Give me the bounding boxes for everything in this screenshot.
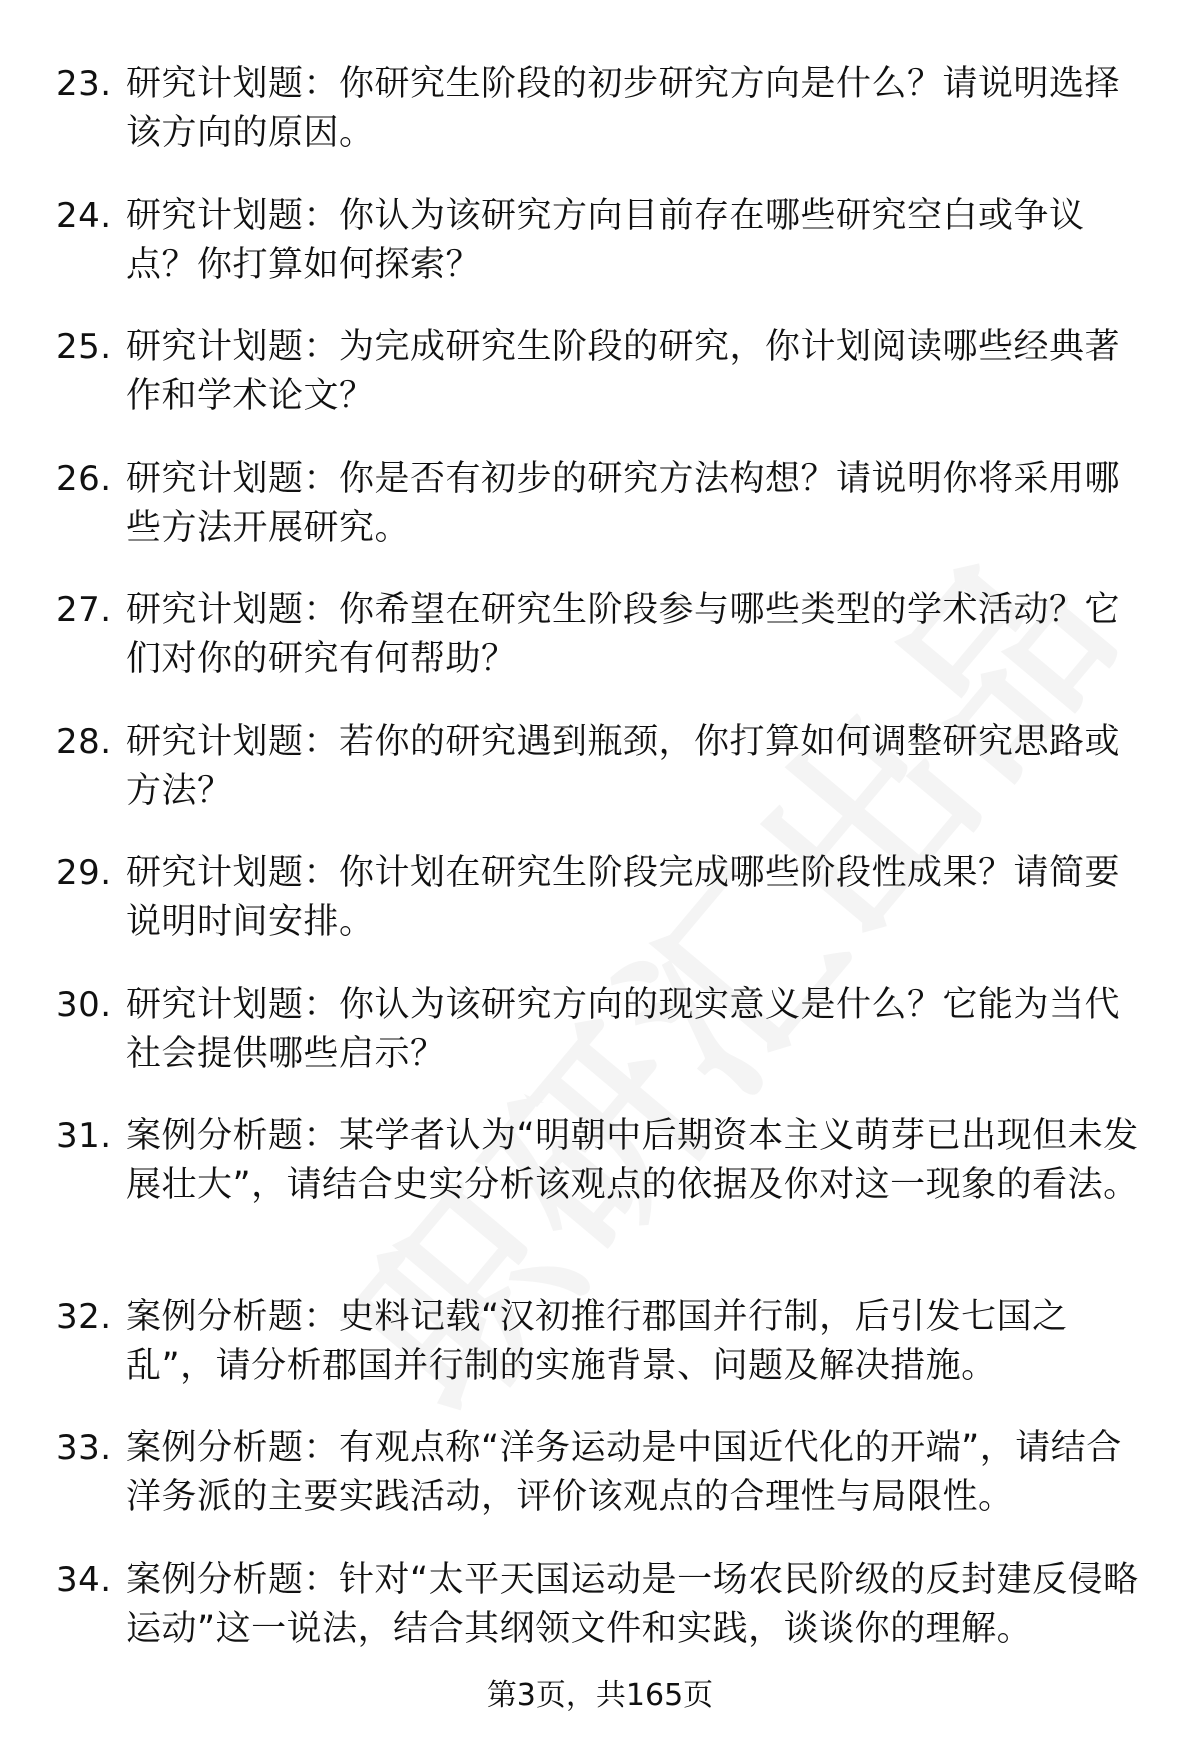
question-text: 研究计划题：若你的研究遇到瓶颈，你打算如何调整研究思路或方法？ (126, 721, 1121, 811)
question-number: 25. (56, 327, 112, 367)
list-item (56, 1293, 1146, 1391)
question-text: 研究计划题：你认为该研究方向目前存在哪些研究空白或争议点？你打算如何探索？ (126, 195, 1085, 285)
question-number: 26. (56, 458, 112, 499)
list-item (56, 60, 1146, 158)
question-text: 案例分析题：有观点称“洋务运动是中国近代化的开端”，请结合洋务派的主要实践活动，评价该观点的合理性与局限性。 (126, 1428, 1122, 1517)
list-item (56, 1424, 1146, 1522)
list-item (56, 455, 1146, 553)
list-item (56, 718, 1146, 816)
question-text: 研究计划题：为完成研究生阶段的研究，你计划阅读哪些经典著作和学术论文？ (126, 327, 1121, 416)
list-item (56, 192, 1146, 290)
question-number: 29. (56, 853, 112, 893)
page-indicator: 第3页，共165页 (486, 1678, 714, 1713)
question-number: 23. (56, 64, 112, 104)
question-text: 案例分析题：史料记载“汉初推行郡国并行制，后引发七国之乱”，请分析郡国并行制的实施背景、问题及解决措施。 (126, 1296, 1068, 1386)
question-text: 研究计划题：你研究生阶段的初步研究方向是什么？请说明选择该方向的原因。 (126, 64, 1121, 153)
list-item (56, 1112, 1146, 1259)
list-item (56, 1556, 1146, 1654)
question-text: 案例分析题：针对“太平天国运动是一场农民阶级的反封建反侵略运动”这一说法，结合其纲领文件和实践，谈谈你的理解。 (126, 1559, 1139, 1649)
list-item (56, 981, 1146, 1079)
question-number: 34. (56, 1559, 112, 1600)
question-text: 研究计划题：你计划在研究生阶段完成哪些阶段性成果？请简要说明时间安排。 (126, 853, 1121, 942)
question-number: 24. (56, 195, 112, 236)
list-item (56, 323, 1146, 421)
question-text: 研究计划题：你认为该研究方向的现实意义是什么？它能为当代社会提供哪些启示？ (126, 984, 1121, 1074)
question-number: 33. (56, 1428, 112, 1468)
question-number: 28. (56, 721, 112, 762)
question-number: 32. (56, 1296, 112, 1337)
question-text: 研究计划题：你希望在研究生阶段参与哪些类型的学术活动？它们对你的研究有何帮助？ (126, 590, 1121, 679)
list-item (56, 849, 1146, 947)
question-number: 30. (56, 984, 112, 1025)
question-text: 案例分析题：某学者认为“明朝中后期资本主义萌芽已出现但未发展壮大”，请结合史实分析该观点的依据及你对这一现象的看法。 (126, 1116, 1139, 1205)
question-list (56, 60, 1146, 1687)
question-number: 27. (56, 590, 112, 630)
list-item (56, 586, 1146, 684)
question-number: 31. (56, 1116, 112, 1156)
question-text: 研究计划题：你是否有初步的研究方法构想？请说明你将采用哪些方法开展研究。 (126, 458, 1121, 548)
